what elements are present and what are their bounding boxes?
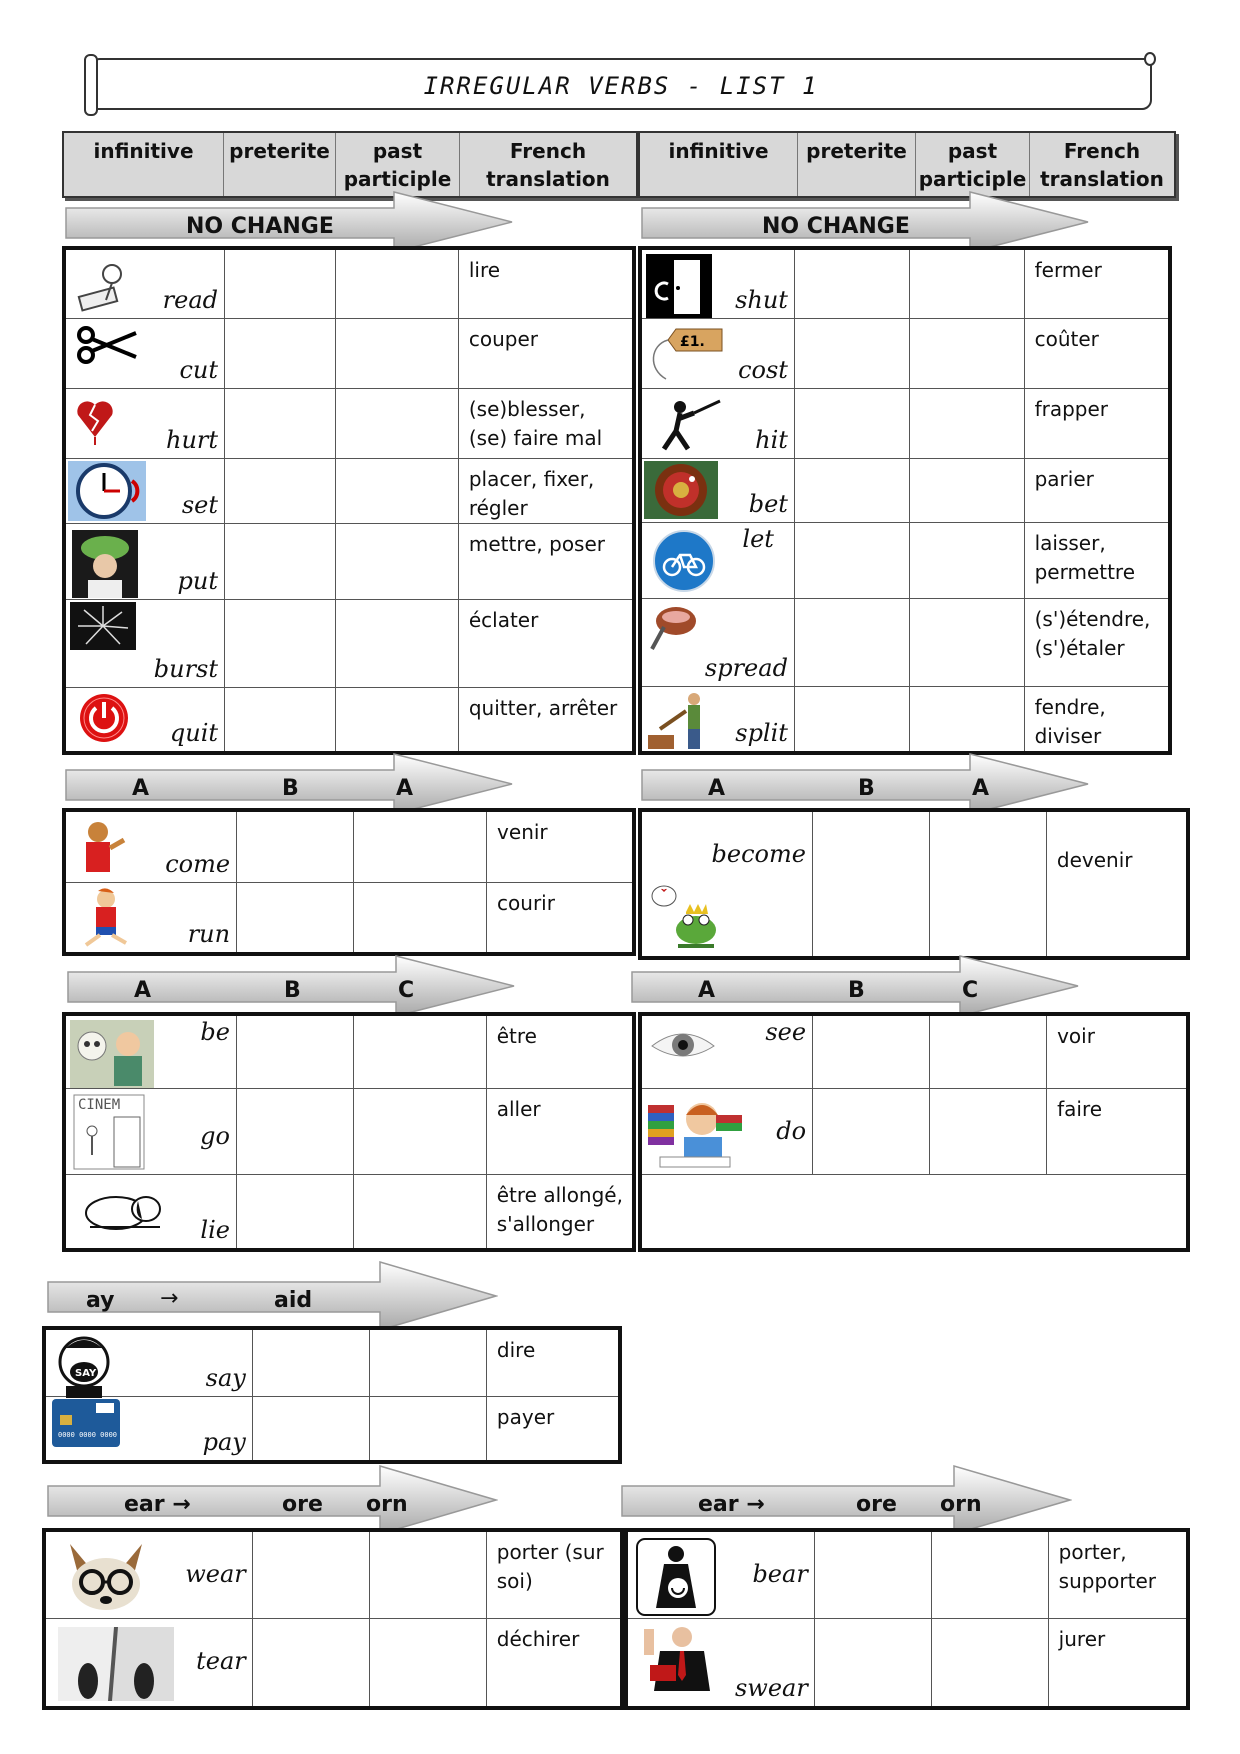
verb-split: split <box>735 718 788 747</box>
cinema-icon <box>70 1091 148 1171</box>
table-row: spread (s')étendre, (s')étaler <box>640 598 1170 686</box>
header-infinitive: infinitive <box>64 133 224 196</box>
header-past-participle: past participle <box>916 133 1030 196</box>
label-a: A <box>698 978 716 1003</box>
table-row: lie être allongé, s'allonger <box>64 1174 634 1250</box>
verb-do: do <box>776 1116 807 1145</box>
table-row: cut couper <box>64 318 634 388</box>
eye-icon <box>648 1022 718 1068</box>
verb-burst: burst <box>153 654 219 683</box>
cell-past-participle[interactable] <box>335 248 458 318</box>
scroll-roll-right <box>1144 52 1156 66</box>
page-title: IRREGULAR VERBS - LIST 1 <box>423 72 819 100</box>
table-ear-left <box>42 1528 624 1710</box>
verb-go: go <box>200 1121 230 1150</box>
svg-text:£1.: £1. <box>680 333 705 350</box>
table-row: become devenir <box>640 810 1188 958</box>
table-ear-right <box>624 1528 1190 1710</box>
label-a: A <box>708 776 726 801</box>
header-french: French translation <box>486 139 610 191</box>
scissors-icon <box>76 325 140 365</box>
label-ore: ore <box>856 1492 897 1517</box>
table-abc-left <box>62 1012 636 1252</box>
group-label-no-change: NO CHANGE <box>186 214 334 239</box>
homework-boy-icon <box>646 1095 746 1171</box>
clock-icon <box>68 461 146 521</box>
verb-put: put <box>177 566 219 595</box>
swearing-man-icon <box>636 1625 720 1691</box>
label-a: A <box>134 978 152 1003</box>
bicycle-sign-icon <box>652 529 716 593</box>
header-french: French translation <box>1040 139 1164 191</box>
table-row: SAY say dire <box>44 1328 620 1396</box>
label-orn: orn <box>940 1492 982 1517</box>
verb-read: read <box>162 285 219 314</box>
cell-infinitive <box>64 248 225 318</box>
table-row: put mettre, poser <box>64 523 634 599</box>
verb-bear: bear <box>752 1560 808 1588</box>
table-no-change-left <box>62 246 636 755</box>
power-icon <box>78 692 130 744</box>
label-orn: orn <box>366 1492 408 1517</box>
table-row: burst éclater <box>64 599 634 687</box>
table-row: be être <box>64 1014 634 1088</box>
label-ear: ear → <box>124 1492 191 1517</box>
running-boy-icon <box>72 887 138 949</box>
table-aba-left <box>62 808 636 956</box>
verb-cost: cost <box>738 355 788 384</box>
label-c: C <box>398 978 415 1003</box>
talking-face-icon <box>52 1334 118 1398</box>
label-b: B <box>282 776 299 801</box>
table-row: see voir <box>640 1014 1188 1088</box>
dog-glasses-icon <box>56 1538 156 1616</box>
table-row: let laisser, permettre <box>640 522 1170 598</box>
lying-dog-icon <box>76 1179 166 1235</box>
label-aid: aid <box>274 1288 313 1313</box>
verb-run: run <box>187 920 231 948</box>
verb-hurt: hurt <box>165 425 219 454</box>
verb-come: come <box>165 849 231 878</box>
table-row: split fendre, diviser <box>640 686 1170 753</box>
reading-person-icon <box>72 260 134 312</box>
title-banner <box>90 58 1152 110</box>
header-left <box>62 131 638 198</box>
verb-cut: cut <box>179 355 219 384</box>
verb-see: see <box>765 1018 807 1046</box>
broken-heart-icon <box>74 395 116 445</box>
table-row-empty <box>640 1174 1188 1250</box>
verb-bet: bet <box>748 489 788 518</box>
verb-let: let <box>742 524 774 553</box>
label-b: B <box>848 978 865 1003</box>
table-aba-right <box>638 808 1190 960</box>
verb-tear: tear <box>196 1646 246 1675</box>
table-row: come venir <box>64 810 634 882</box>
verb-swear: swear <box>734 1674 808 1702</box>
verb-become: become <box>711 840 806 868</box>
verb-set: set <box>181 490 219 519</box>
header-infinitive: infinitive <box>640 133 798 196</box>
verb-say: say <box>205 1363 246 1392</box>
header-past-participle: past participle <box>336 133 460 196</box>
table-row: bet parier <box>640 458 1170 522</box>
label-a2: A <box>972 776 990 801</box>
label-ore: ore <box>282 1492 323 1517</box>
table-row: swear jurer <box>626 1618 1188 1708</box>
verb-lie: lie <box>200 1216 230 1244</box>
svg-text:CINEM: CINEM <box>78 1096 121 1113</box>
credit-card-icon <box>52 1399 120 1447</box>
label-b: B <box>858 776 875 801</box>
hat-person-icon <box>72 530 138 598</box>
roulette-icon <box>644 461 718 519</box>
table-ay-aid <box>42 1326 622 1464</box>
table-row: set placer, fixer, régler <box>64 458 634 523</box>
table-row <box>64 248 634 318</box>
skeleton-icon <box>70 1020 154 1088</box>
wood-splitting-icon <box>646 689 712 751</box>
door-icon <box>646 254 712 318</box>
header-preterite: preterite <box>798 133 916 196</box>
table-row: £1. cost coûter <box>640 318 1170 388</box>
label-a: A <box>132 776 150 801</box>
label-c: C <box>962 978 979 1003</box>
verb-spread: spread <box>704 653 788 682</box>
verb-be: be <box>200 1018 230 1046</box>
price-tag-icon <box>646 325 726 383</box>
group-label-no-change: NO CHANGE <box>762 214 910 239</box>
table-row: wear porter (sur soi) <box>44 1530 622 1618</box>
verb-hit: hit <box>755 425 788 454</box>
table-no-change-right <box>638 246 1172 755</box>
label-ay: ay <box>86 1288 115 1313</box>
table-row: hit frapper <box>640 388 1170 458</box>
verb-pay: pay <box>202 1428 246 1456</box>
table-row: quit quitter, arrêter <box>64 687 634 753</box>
header-right <box>638 131 1176 198</box>
tearing-paper-icon <box>58 1627 174 1701</box>
label-ear: ear → <box>698 1492 765 1517</box>
come-person-icon <box>74 818 134 878</box>
label-b: B <box>284 978 301 1003</box>
table-row: do faire <box>640 1088 1188 1174</box>
svg-text:SAY: SAY <box>75 1368 97 1379</box>
pregnant-sign-icon <box>636 1538 716 1616</box>
cell-preterite[interactable] <box>225 248 336 318</box>
table-row: hurt (se)blesser, (se) faire mal <box>64 388 634 458</box>
table-row: run courir <box>64 882 634 954</box>
table-abc-right <box>638 1012 1190 1252</box>
table-row: shut fermer <box>640 248 1170 318</box>
svg-text:0000 0000 0000: 0000 0000 0000 <box>58 1430 118 1439</box>
cell-french: lire <box>458 248 634 318</box>
baseball-batter-icon <box>646 395 722 453</box>
frog-prince-icon <box>648 882 720 954</box>
header-preterite: preterite <box>224 133 336 196</box>
label-a2: A <box>396 776 414 801</box>
table-row: bear porter, supporter <box>626 1530 1188 1618</box>
knife-spread-icon <box>646 603 700 653</box>
verb-shut: shut <box>735 285 788 314</box>
table-row: CINEM go aller <box>64 1088 634 1174</box>
table-row: tear déchirer <box>44 1618 622 1708</box>
verb-quit: quit <box>169 719 219 747</box>
table-row: 0000 0000 0000 pay payer <box>44 1396 620 1462</box>
fireworks-icon <box>70 602 136 650</box>
arrow-right-icon: → <box>160 1286 179 1311</box>
verb-wear: wear <box>185 1560 246 1588</box>
